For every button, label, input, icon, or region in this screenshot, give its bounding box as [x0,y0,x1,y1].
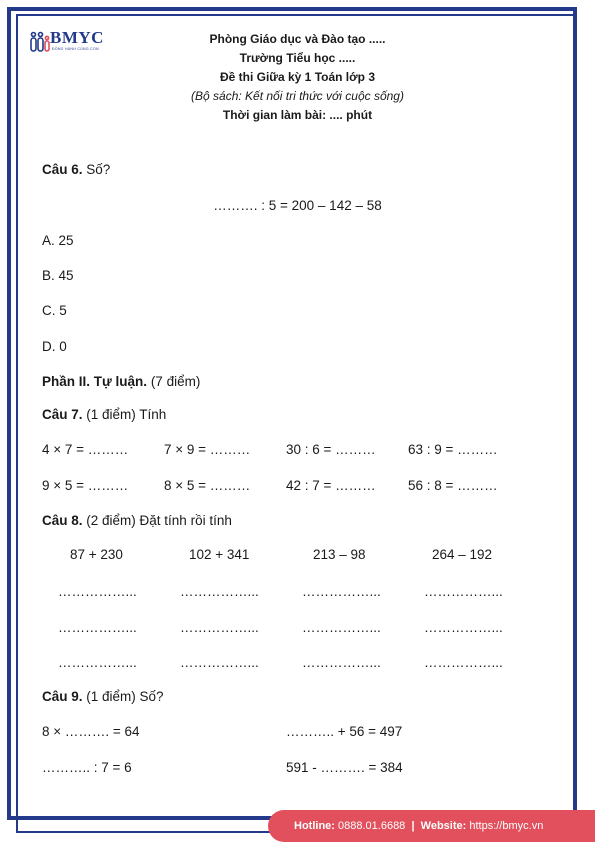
website-label: Website: [420,820,467,832]
question-8 [42,513,232,528]
q8-blank: ……………... [58,584,137,599]
question-6-text: Số? [86,162,111,177]
q8-problem: 102 + 341 [189,547,250,562]
question-9 [42,689,164,704]
q9-item: ……….. + 56 = 497 [286,724,403,739]
q7-item: 56 : 8 = ……… [408,478,498,493]
question-8-label: Câu 8. [42,513,83,528]
q8-blank: ……………... [302,655,381,670]
question-7-text: (1 điểm) Tính [86,407,167,422]
question-9-label: Câu 9. [42,689,83,704]
question-6 [42,162,110,177]
part-2-heading [42,374,200,389]
q9-item: 591 - ………. = 384 [286,760,403,775]
option-a: A. 25 [42,233,74,248]
question-8-text: (2 điểm) Đặt tính rồi tính [86,513,232,528]
part-2-points: (7 điểm) [150,374,201,389]
brand-name: BMYC [50,28,104,47]
q8-blank: ……………... [302,584,381,599]
header-school: Trường Tiểu học ..... [239,51,356,65]
q8-blank: ……………... [58,655,137,670]
header-exam-title: Đề thi Giữa kỳ 1 Toán lớp 3 [219,70,376,84]
option-c: C. 5 [42,303,67,318]
option-d: D. 0 [42,339,67,354]
question-7 [42,407,166,422]
q8-problem: 213 – 98 [313,547,366,562]
header-book-series: (Bộ sách: Kết nối tri thức với cuộc sống) [191,89,404,103]
q9-item: 8 × ………. = 64 [42,724,140,739]
brand-tagline: ĐỒNG HÀNH CÙNG CON [52,47,99,51]
q7-item: 63 : 9 = ……… [408,442,498,457]
question-6-equation: ………. : 5 = 200 – 142 – 58 [213,198,382,213]
q8-blank: ……………... [424,584,503,599]
q8-blank: ……………... [424,655,503,670]
hotline-label: Hotline: [294,820,335,832]
q8-blank: ……………... [180,584,259,599]
website-link[interactable]: https://bmyc.vn [469,820,544,832]
option-b: B. 45 [42,268,74,283]
q7-item: 9 × 5 = ……… [42,478,129,493]
part-2-label: Phần II. Tự luận. [42,374,148,389]
q8-blank: ……………... [58,620,137,635]
q8-problem: 87 + 230 [70,547,123,562]
page-frame-inner [16,14,576,833]
q8-blank: ……………... [180,655,259,670]
q7-item: 7 × 9 = ……… [164,442,251,457]
q7-item: 8 × 5 = ……… [164,478,251,493]
q8-blank: ……………... [180,620,259,635]
q7-item: 4 × 7 = ……… [42,442,129,457]
q8-problem: 264 – 192 [432,547,493,562]
q8-blank: ……………... [424,620,503,635]
header-department: Phòng Giáo dục và Đào tạo ..... [209,32,386,46]
question-6-label: Câu 6. [42,162,83,177]
footer-contact-bar [268,810,595,842]
question-9-text: (1 điểm) Số? [86,689,164,704]
q8-blank: ……………... [302,620,381,635]
document-header [0,30,595,125]
question-7-label: Câu 7. [42,407,83,422]
q9-item: ……….. : 7 = 6 [42,760,132,775]
header-duration: Thời gian làm bài: .... phút [222,108,373,122]
q7-item: 42 : 7 = ……… [286,478,376,493]
hotline-number: 0888.01.6688 [338,820,406,832]
footer-separator: | [411,820,415,832]
q7-item: 30 : 6 = ……… [286,442,376,457]
